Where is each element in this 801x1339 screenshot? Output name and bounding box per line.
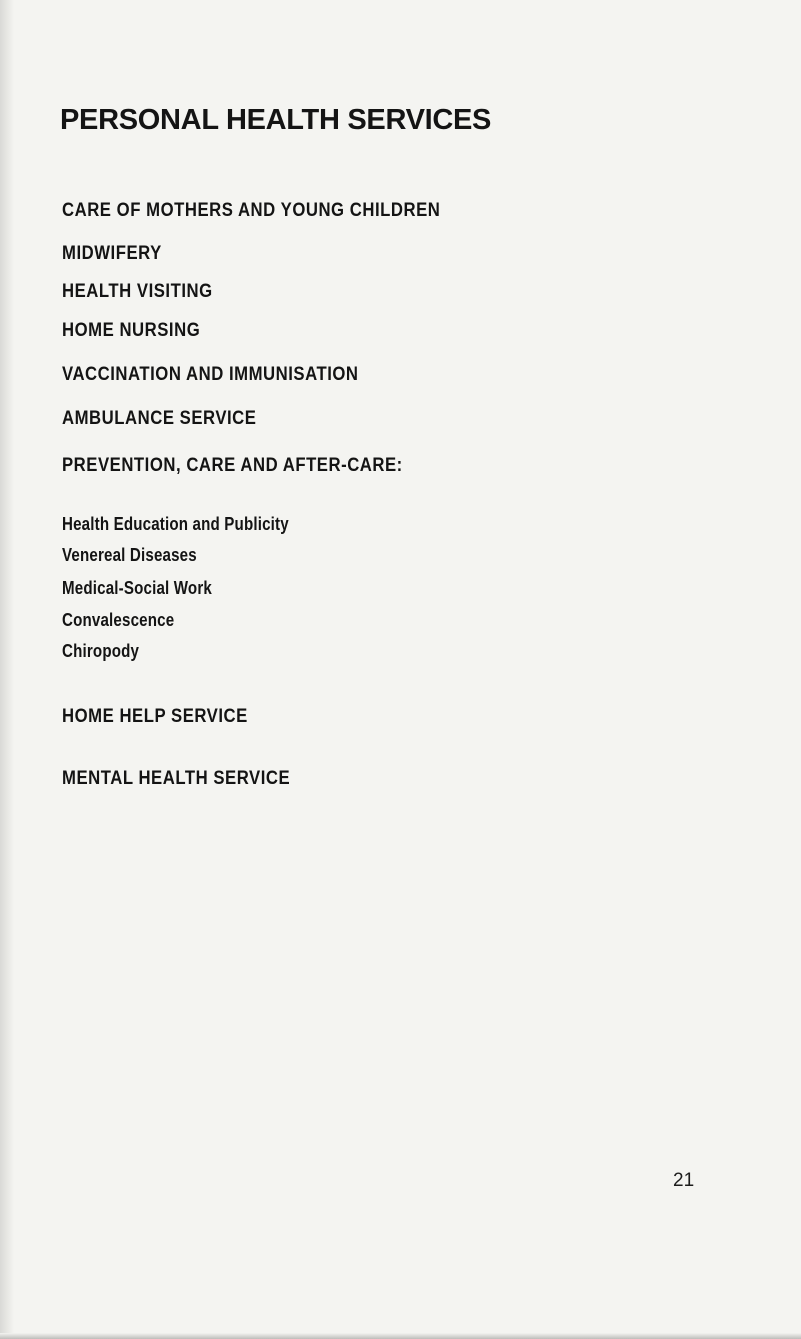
section-home-nursing: HOME NURSING: [62, 320, 201, 341]
subsection-chiropody: Chiropody: [62, 641, 140, 661]
section-health-visiting: HEALTH VISITING: [62, 281, 213, 302]
section-mental-health-service: MENTAL HEALTH SERVICE: [62, 768, 291, 789]
page-title: PERSONAL HEALTH SERVICES: [60, 104, 492, 136]
subsection-convalescence: Convalescence: [62, 610, 175, 630]
subsection-medical-social-work: Medical-Social Work: [62, 578, 212, 598]
section-care-of-mothers: CARE OF MOTHERS AND YOUNG CHILDREN: [62, 200, 441, 221]
section-midwifery: MIDWIFERY: [62, 243, 162, 264]
section-ambulance-service: AMBULANCE SERVICE: [62, 408, 257, 429]
subsection-health-education: Health Education and Publicity: [62, 514, 289, 534]
section-vaccination: VACCINATION AND IMMUNISATION: [62, 364, 359, 385]
page-bottom-edge: [0, 1333, 801, 1339]
subsection-venereal-diseases: Venereal Diseases: [62, 545, 197, 565]
page-number: 21: [673, 1170, 695, 1191]
section-prevention-care: PREVENTION, CARE AND AFTER-CARE:: [62, 455, 403, 476]
section-home-help-service: HOME HELP SERVICE: [62, 706, 248, 727]
page-left-shadow: [0, 0, 14, 1339]
